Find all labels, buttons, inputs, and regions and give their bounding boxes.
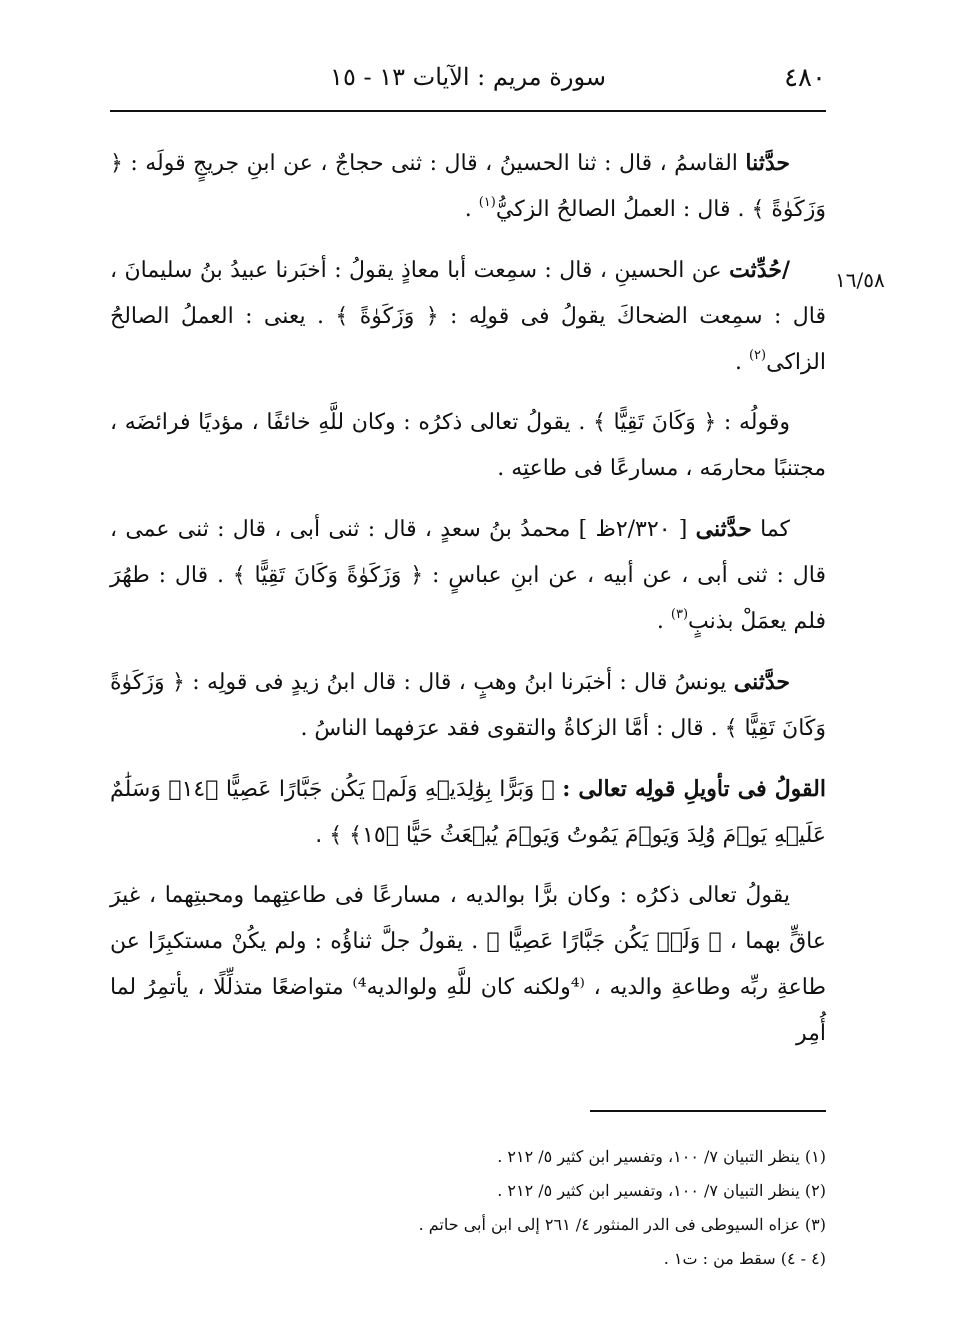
footnote-4: (٤ - ٤) سقط من : ت١ .: [663, 1249, 826, 1268]
para-lead: /حُدِّثت: [729, 257, 790, 283]
footnote-marker: (١): [478, 195, 496, 210]
para-end: .: [656, 609, 664, 634]
paragraph-7: [110, 873, 826, 1057]
footnote-marker: (٢): [748, 348, 767, 363]
running-title: سورة مريم : الآيات ١٣ - ١٥: [330, 63, 606, 91]
para-end: .: [734, 350, 742, 375]
footnote-3: (٣) عزاه السيوطى فى الدر المنثور ٤/ ٢٦١ إلى ابن أبى حاتم .: [418, 1215, 826, 1234]
paragraph-1: [110, 140, 826, 233]
para-text: يونسُ قال : أخبَرنا ابنُ وهبٍ ، قال : قال ابنُ زيدٍ فى قولِه : ﴿ وَزَكَوٰةً وَكَانَ تَقِيًّا ﴾ . قال : أمَّا الزكاةُ والتقوى فقد عرَفهما الناسُ .: [110, 670, 826, 741]
para-text: القاسمُ ، قال : ثنا الحسينُ ، قال : ثنى حجاجٌ ، عن ابنِ جريجٍ قولَه : ﴿ وَزَكَوٰةً ﴾ . قال : العملُ الصالحُ الزكيُّ: [110, 151, 826, 222]
para-end: .: [464, 197, 472, 222]
page-header: [110, 55, 826, 95]
header-rule: [110, 110, 826, 112]
para-text: [ ٢/٣٢٠ظ ] محمدُ بنُ سعدٍ ، قال : ثنى أبى ، قال : ثنى عمى ، قال : ثنى أبى ، عن أبيه ، عن ابنِ عباسٍ : ﴿ وَزَكَوٰةً وَكَانَ تَقِيًّا ﴾ . قال : طهُرَ فلم يعمَلْ بذنبٍ: [110, 517, 826, 634]
section-heading: القولُ فى تأويلِ قولِه تعالى :: [562, 776, 826, 802]
para-text: يقولُ تعالى ذكرُه : وكان برًّا بوالديه ، مسارعًا فى طاعتِهما ومحبتِهما ، غيرَ عاقٍّ بهما ، ﴿ وَلَمۡ يَكُن جَبَّارًا عَصِيًّا ﴾ . يقولُ جلَّ ثناؤُه : ولم يكُنْ مستكبِرًا عن طاعةِ ربِّه وطاعةِ والديه ، ⁽⁴ولكنه كان للَّهِ ولوالديه⁴⁾ متواضعًا متذلِّلًا ، يأتمِرُ لما أُمِر: [110, 883, 826, 1046]
paragraph-5: [110, 659, 826, 752]
para-lead: حدَّثنا: [745, 150, 790, 176]
footnote-2: (٢) ينظر التبيان ٧/ ١٠٠، وتفسير ابن كثير ٥/ ٢١٢ .: [497, 1181, 826, 1200]
section-heading-paragraph: [110, 766, 826, 859]
main-text: [110, 140, 826, 1071]
paragraph-4: [110, 506, 826, 645]
footnote-1: (١) ينظر التبيان ٧/ ١٠٠، وتفسير ابن كثير ٥/ ٢١٢ .: [497, 1147, 826, 1166]
footnote-marker: (٣): [670, 607, 689, 622]
footnote-rule: [590, 1110, 826, 1112]
quran-verse: ﴿ وَبَرًّا بِوَٰلِدَيۡهِ وَلَمۡ يَكُن جَبَّارًا عَصِيًّا ﴿١٤﴾ وَسَلَٰمٌ عَلَيۡهِ يَوۡمَ وُلِدَ وَيَوۡمَ يَمُوتُ وَيَوۡمَ يُبۡعَثُ حَيًّا ﴿١٥﴾ ﴾ .: [110, 777, 826, 848]
para-lead: حدَّثنى: [733, 669, 790, 695]
page-number: ٤٨٠: [784, 63, 826, 93]
para-text: عن الحسينِ ، قال : سمِعت أبا معاذٍ يقولُ : أخبَرنا عبيدُ بنُ سليمانَ ، قال : سمِعت الضحاكَ يقولُ فى قولِه : ﴿ وَزَكَوٰةً ﴾ . يعنى : العملُ الصالحُ الزاكى: [110, 258, 826, 375]
margin-reference: ١٦/٥٨: [835, 268, 885, 292]
footnotes: [110, 1140, 826, 1276]
para-pre: كما: [760, 517, 791, 542]
para-lead: حدَّثنى: [695, 516, 752, 542]
paragraph-3: [110, 400, 826, 492]
paragraph-2: [110, 247, 826, 386]
para-text: وقولُه : ﴿ وَكَانَ تَقِيًّا ﴾ . يقولُ تعالى ذكرُه : وكان للَّهِ خائفًا ، مؤديًا فرائضَه ، مجتنبًا محارمَه ، مسارعًا فى طاعتِه .: [110, 410, 826, 481]
